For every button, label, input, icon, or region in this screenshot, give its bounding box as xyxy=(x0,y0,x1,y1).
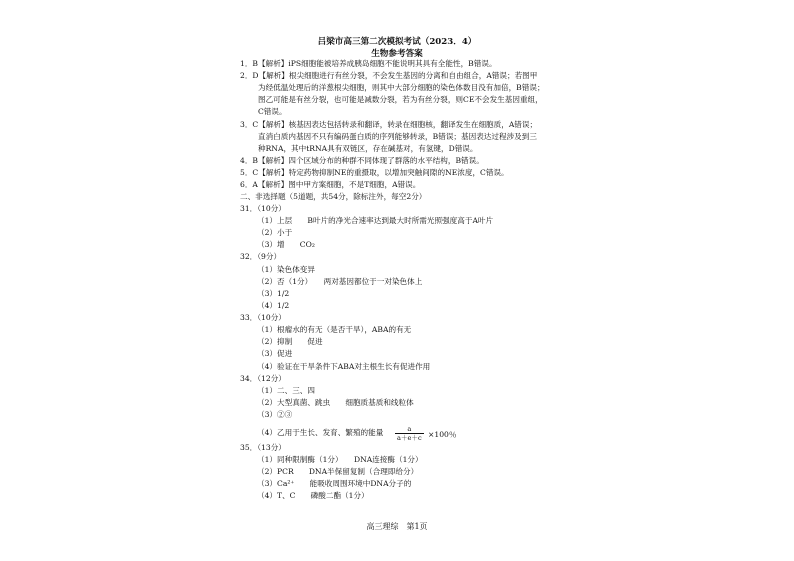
question-heading: 32．（9分） xyxy=(240,252,282,261)
answer-line: （4）T、C 磷酸二酯（1分） xyxy=(257,491,369,500)
page-title: 吕梁市高三第二次模拟考试（2023．4） xyxy=(317,37,477,47)
answer-line: 4．B【解析】四个区域分布的种群不同体现了群落的水平结构，B错误。 xyxy=(240,156,484,165)
fraction-suffix: ×100％ xyxy=(428,430,457,439)
answer-line: C错误。 xyxy=(258,107,287,116)
answer-line: 为经低温处理后的洋葱根尖细胞，则其中大部分细胞的染色体数目没有加倍，B错误； xyxy=(258,83,545,92)
answer-line: （4）1/2 xyxy=(257,301,290,310)
fraction-numerator: a xyxy=(395,425,424,434)
answer-line: 图乙可能是有丝分裂，也可能是减数分裂，若为有丝分裂，则CE不会发生基因重组， xyxy=(258,95,543,104)
answer-line: （1）染色体变异 xyxy=(257,265,315,274)
answer-line: （1）二、三、四 xyxy=(257,386,315,395)
question-heading: 33．（10分） xyxy=(240,313,286,322)
answer-line: （4）乙用于生长、发育、繁殖的能量 xyxy=(257,428,384,437)
energy-fraction xyxy=(395,425,424,442)
answer-line: （2）抑制 促进 xyxy=(257,337,323,346)
answer-line: 直消白质内基因不只有编码蛋白质的序列能够转录，B错误；基因表达过程涉及到三 xyxy=(258,132,537,141)
answer-line: （1）上层 B叶片的净光合速率达到最大时所需光照强度高于A叶片 xyxy=(257,216,494,225)
answer-line: 6．A【解析】图中甲方案细胞，不是T细胞，A错误。 xyxy=(240,180,421,189)
answer-line: （1）同种限制酶（1分） DNA连接酶（1分） xyxy=(257,455,423,464)
answer-line: （3）1/2 xyxy=(257,289,290,298)
page-subtitle: 生物参考答案 xyxy=(371,49,423,59)
section-heading: 二、非选择题（5道题，共54分，除标注外，每空2分） xyxy=(240,192,427,201)
answer-line: （3）促进 xyxy=(257,349,293,358)
answer-line: （3）②③ xyxy=(257,410,293,419)
answer-line: （2）小于 xyxy=(257,228,293,237)
answer-line: 3．C【解析】核基因表达包括转录和翻译，转录在细胞核，翻译发生在细胞质，A错误； xyxy=(240,120,538,129)
answer-line: 1．B【解析】iPS细胞能被培养成胰岛细胞不能说明其具有全能性，B错误。 xyxy=(240,59,497,68)
question-heading: 34．（12分） xyxy=(240,374,286,383)
question-heading: 35．（13分） xyxy=(240,443,286,452)
answer-line: （3）Ca²⁺ 能吸收周围环境中DNA分子的 xyxy=(257,479,412,488)
answer-line: （3）增 CO₂ xyxy=(257,240,315,249)
page-footer: 高三理综 第1页 xyxy=(366,522,428,531)
answer-line: （2）否（1分） 两对基因都位于一对染色体上 xyxy=(257,277,423,286)
question-heading: 31．（10分） xyxy=(240,204,286,213)
answer-line: （4）验证在干旱条件下ABA对主根生长有促进作用 xyxy=(257,362,431,371)
fraction-denominator: a＋e＋c xyxy=(397,434,422,442)
answer-line: （2）大型真菌、跳虫 细胞质基质和线粒体 xyxy=(257,398,414,407)
answer-line: （1）根瘤水的有无（是否干旱），ABA的有无 xyxy=(257,325,412,334)
answer-line: 2．D【解析】根尖细胞进行有丝分裂，不会发生基因的分离和自由组合，A错误；若图甲 xyxy=(240,71,538,80)
answer-line: 种RNA，其中tRNA具有双链区，存在碱基对，有氢键，D错误。 xyxy=(258,144,478,153)
answer-line: 5．C【解析】特定药物抑制NE的重摄取，以增加突触间隙的NE浓度，C错误。 xyxy=(240,168,509,177)
answer-line: （2）PCR DNA半保留复制（合理即给分） xyxy=(257,467,419,476)
